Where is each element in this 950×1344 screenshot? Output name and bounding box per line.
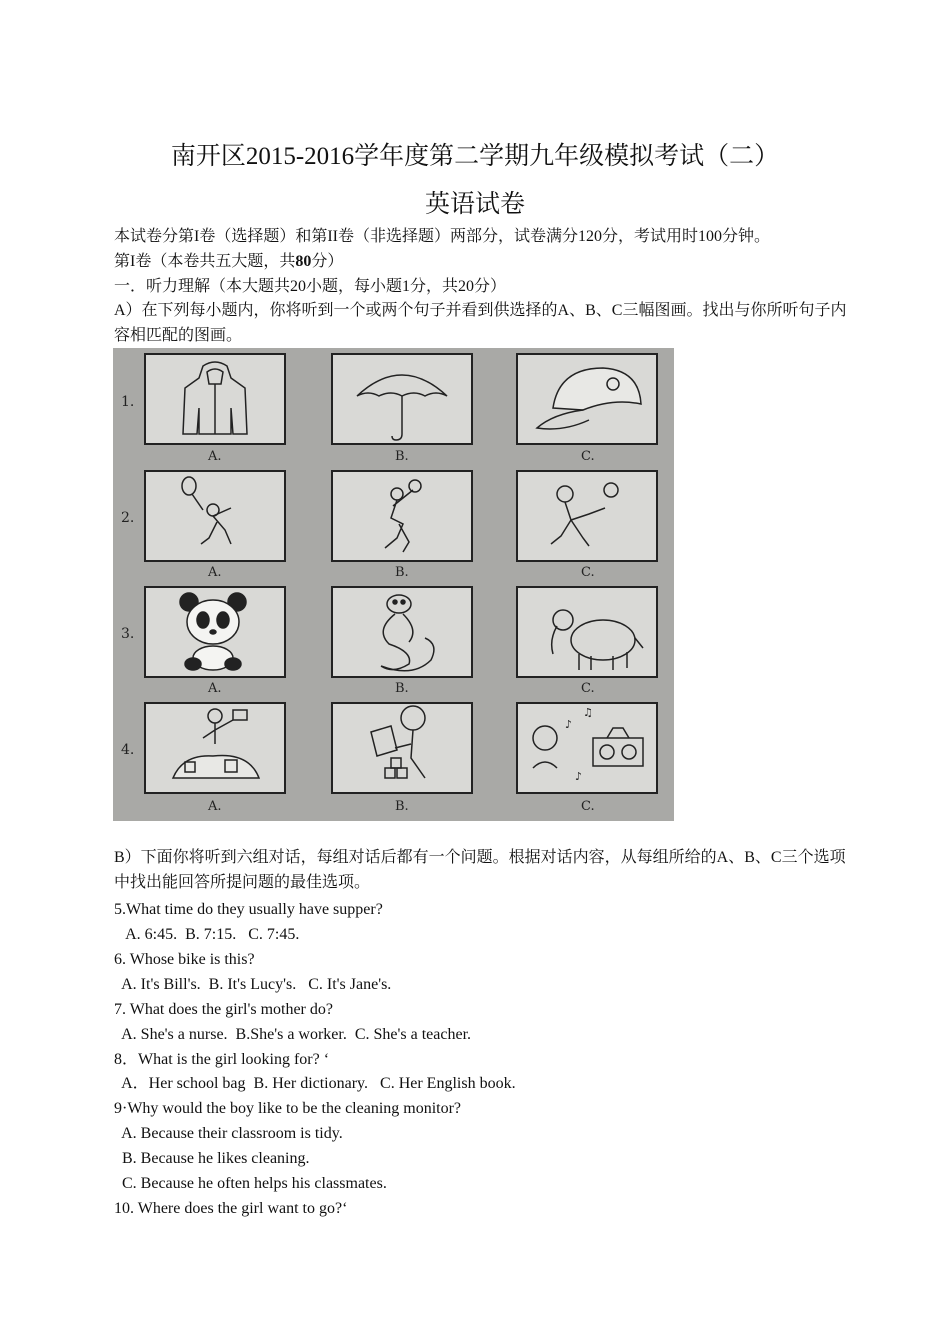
question-7-options: A. She's a nurse. B.She's a worker. C. She's a teacher. [114,1026,472,1043]
intro-line-2-score: 80 [295,253,312,270]
question-6-options: A. It's Bill's. B. It's Lucy's. C. It's Jane's. [114,976,392,993]
label-2b: B. [395,565,409,580]
intro-line-2 [114,252,343,272]
row-label-4: 4. [121,742,135,758]
label-2c: C. [581,565,595,580]
question-9: 9·Why would the boy like to be the cleaning monitor? [114,1100,462,1117]
row-label-2: 2. [121,510,135,526]
svg-text:♪: ♪ [575,770,583,783]
label-2a: A. [208,565,222,580]
listening-pictures [113,348,674,821]
row-label-3: 3. [121,626,135,642]
page-subtitle: 英语试卷 [424,191,525,218]
question-9-option-c: C. Because he often helps his classmates. [114,1175,387,1192]
box-3c [517,587,657,677]
question-9-option-b: B. Because he likes cleaning. [114,1150,310,1167]
question-8: 8．What is the girl looking for? ‘ [114,1051,330,1068]
part-b-instruction: B）下面你将听到六组对话，每组对话后都有一个问题。根据对话内容，从每组所给的A、B、C三个选项中找出能回答所提问题的最佳选项。 [114,849,846,891]
question-7: 7. What does the girl's mother do? [114,1001,333,1018]
question-5-options: A. 6:45. B. 7:15. C. 7:45. [114,926,300,943]
page-title: 南开区2015-2016学年度第二学期九年级模拟考试（二） [170,143,780,170]
label-1c: C. [581,449,595,464]
question-5: 5.What time do they usually have supper? [114,901,383,918]
question-9-option-a: A. Because their classroom is tidy. [114,1125,343,1142]
box-4b [332,703,472,793]
box-2c [517,471,657,561]
question-10: 10. Where does the girl want to go?‘ [114,1200,348,1217]
row-label-1: 1. [121,394,135,410]
box-4a [145,703,285,793]
question-6: 6. Whose bike is this? [114,951,255,968]
label-4b: B. [395,799,409,814]
label-1a: A. [208,449,222,464]
label-4a: A. [208,799,222,814]
label-4c: C. [581,799,595,814]
label-3c: C. [581,681,595,696]
intro-line-2-post: 分） [311,253,344,270]
box-2b [332,471,472,561]
section-1-heading: 一．听力理解（本大题共20小题，每小题1分，共20分） [114,278,507,295]
intro-line-2-pre: 第I卷（本卷共五大题，共 [114,253,296,270]
intro-line-1: 本试卷分第I卷（选择题）和第II卷（非选择题）两部分，试卷满分120分，考试用时100分钟。 [114,228,770,245]
label-3a: A. [208,681,222,696]
panda-icon [180,593,246,670]
question-8-options: A．Her school bag B. Her dictionary. C. Her English book. [114,1075,516,1092]
svg-text:♪: ♪ [565,718,573,731]
part-a-instruction: A）在下列每小题内，你将听到一个或两个句子并看到供选择的A、B、C三幅图画。找出与你所听句子内容相匹配的图画。 [114,302,847,344]
svg-text:♫: ♫ [583,706,593,719]
label-1b: B. [395,449,409,464]
label-3b: B. [395,681,409,696]
